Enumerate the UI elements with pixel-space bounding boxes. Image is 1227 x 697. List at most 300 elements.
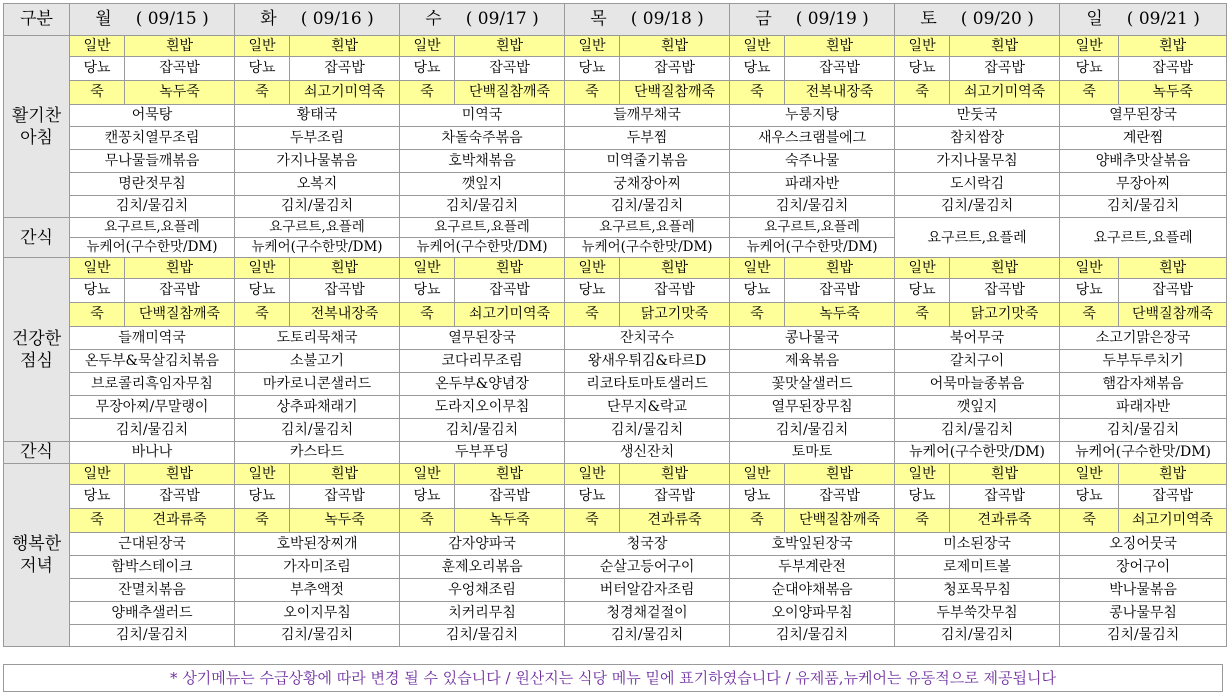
snack-item: 요구르트,요플레 [400,218,565,238]
porridge-label: 죽 [730,303,785,327]
day-header [730,4,895,36]
white-rice-label: 흰밥 [785,258,895,279]
menu-item: 오징어뭇국 [1060,533,1227,556]
porridge-item: 녹두죽 [125,81,235,105]
weekly-menu-table [3,3,1227,647]
porridge-label: 죽 [70,509,125,533]
menu-item: 갈치구이 [895,350,1060,373]
menu-item: 김치/물김치 [235,625,400,647]
menu-item: 두부계란전 [730,556,895,579]
menu-item: 미역줄기볶음 [565,150,730,173]
diabetic-label: 당뇨 [235,57,290,81]
porridge-item: 녹두죽 [290,509,400,533]
snack-item: 두부푸딩 [400,442,565,464]
menu-item: 소고기맑은장국 [1060,327,1227,350]
diabetic-label: 당뇨 [70,57,125,81]
porridge-label: 죽 [565,303,620,327]
menu-item: 두부조림 [235,127,400,150]
snack-item: 뉴케어(구수한맛/DM) [895,442,1060,464]
day-header [1060,4,1227,36]
general-label: 일반 [895,464,950,485]
menu-item: 북어무국 [895,327,1060,350]
general-label: 일반 [235,36,290,57]
snack-item: 생신잔치 [565,442,730,464]
general-label: 일반 [400,258,455,279]
porridge-label: 죽 [400,303,455,327]
menu-item: 훈제오리볶음 [400,556,565,579]
day-date: ( 09/16 ) [300,9,374,29]
menu-item: 부추액젓 [235,579,400,602]
menu-item: 소불고기 [235,350,400,373]
general-label: 일반 [1060,36,1119,57]
snack-item: 카스타드 [235,442,400,464]
menu-item: 열무된장국 [1060,105,1227,127]
menu-item: 김치/물김치 [70,625,235,647]
porridge-label: 죽 [1060,509,1119,533]
general-label: 일반 [1060,464,1119,485]
multigrain-label: 잡곡밥 [785,279,895,303]
menu-item: 상추파채래기 [235,396,400,419]
header-label: 구분 [4,4,70,36]
diabetic-label: 당뇨 [70,485,125,509]
day-name: 월 [95,9,112,29]
diabetic-label: 당뇨 [1060,279,1119,303]
diabetic-label: 당뇨 [565,485,620,509]
white-rice-label: 흰밥 [290,36,400,57]
snack-item: 뉴케어(구수한맛/DM) [400,238,565,258]
white-rice-label: 흰밥 [785,464,895,485]
porridge-item: 쇠고기미역죽 [1119,509,1227,533]
white-rice-label: 흰밥 [455,464,565,485]
snack-item: 바나나 [70,442,235,464]
menu-item: 두부찜 [565,127,730,150]
table-row [4,196,1227,218]
menu-item: 들깨무채국 [565,105,730,127]
menu-item: 온두부&묵살김치볶음 [70,350,235,373]
porridge-item: 단백질참깨죽 [620,81,730,105]
menu-item: 김치/물김치 [730,419,895,442]
menu-item: 제육볶음 [730,350,895,373]
porridge-label: 죽 [400,81,455,105]
menu-item: 감자양파국 [400,533,565,556]
general-label: 일반 [235,464,290,485]
menu-item: 무나물들깨볶음 [70,150,235,173]
menu-item: 브로콜리흑임자무침 [70,373,235,396]
general-label: 일반 [70,464,125,485]
white-rice-label: 흰밥 [620,464,730,485]
menu-item: 무장아찌 [1060,173,1227,196]
menu-item: 오이지무침 [235,602,400,625]
porridge-item: 견과류죽 [125,509,235,533]
menu-item: 꽃맛살샐러드 [730,373,895,396]
porridge-item: 전복내장죽 [290,303,400,327]
diabetic-label: 당뇨 [895,485,950,509]
diabetic-label: 당뇨 [70,279,125,303]
menu-item: 잔멸치볶음 [70,579,235,602]
multigrain-label: 잡곡밥 [125,485,235,509]
white-rice-label: 흰밥 [620,258,730,279]
porridge-item: 단백질참깨죽 [125,303,235,327]
general-label: 일반 [565,36,620,57]
porridge-item: 녹두죽 [1119,81,1227,105]
diabetic-label: 당뇨 [565,279,620,303]
diabetic-label: 당뇨 [400,279,455,303]
diabetic-label: 당뇨 [235,279,290,303]
menu-item: 청국장 [565,533,730,556]
snack-item: 뉴케어(구수한맛/DM) [565,238,730,258]
multigrain-label: 잡곡밥 [290,279,400,303]
multigrain-label: 잡곡밥 [455,57,565,81]
multigrain-label: 잡곡밥 [785,57,895,81]
day-date: ( 09/19 ) [795,9,869,29]
porridge-label: 죽 [730,509,785,533]
diabetic-label: 당뇨 [400,485,455,509]
table-row [4,36,1227,57]
multigrain-label: 잡곡밥 [455,279,565,303]
table-row [4,173,1227,196]
day-name: 토 [920,9,937,29]
menu-item: 청경채겉절이 [565,602,730,625]
menu-item: 김치/물김치 [235,419,400,442]
lunch-label: 건강한 점심 [4,258,70,442]
table-row [4,127,1227,150]
day-name: 금 [755,9,772,29]
day-header [235,4,400,36]
multigrain-label: 잡곡밥 [290,57,400,81]
menu-item: 햄감자채볶음 [1060,373,1227,396]
menu-item: 로제미트볼 [895,556,1060,579]
porridge-label: 죽 [565,81,620,105]
snack-item: 뉴케어(구수한맛/DM) [235,238,400,258]
dinner-label: 행복한 저녁 [4,464,70,647]
menu-item: 두부쑥갓무침 [895,602,1060,625]
menu-item: 가자미조림 [235,556,400,579]
multigrain-label: 잡곡밥 [1119,57,1227,81]
multigrain-label: 잡곡밥 [785,485,895,509]
porridge-item: 견과류죽 [620,509,730,533]
menu-item: 버터알감자조림 [565,579,730,602]
afternoon-snack-label: 간식 [4,442,70,464]
menu-item: 우엉채조림 [400,579,565,602]
porridge-item: 녹두죽 [785,303,895,327]
table-row [4,105,1227,127]
general-label: 일반 [895,36,950,57]
table-row [4,509,1227,533]
multigrain-label: 잡곡밥 [290,485,400,509]
menu-item: 김치/물김치 [1060,625,1227,647]
menu-item: 김치/물김치 [565,196,730,218]
menu-item: 미역국 [400,105,565,127]
menu-item: 가지나물볶음 [235,150,400,173]
table-row [4,442,1227,464]
table-row [4,464,1227,485]
menu-item: 새우스크램블에그 [730,127,895,150]
menu-item: 양배추맛살볶음 [1060,150,1227,173]
diabetic-label: 당뇨 [565,57,620,81]
snack-item: 뉴케어(구수한맛/DM) [1060,442,1227,464]
multigrain-label: 잡곡밥 [950,279,1060,303]
menu-item: 김치/물김치 [70,419,235,442]
diabetic-label: 당뇨 [1060,57,1119,81]
multigrain-label: 잡곡밥 [125,57,235,81]
day-date: ( 09/18 ) [630,9,704,29]
snack-item: 요구르트,요플레 [730,218,895,238]
menu-item: 김치/물김치 [730,625,895,647]
menu-item: 순대야채볶음 [730,579,895,602]
menu-item: 김치/물김치 [235,196,400,218]
porridge-item: 단백질참깨죽 [1119,303,1227,327]
day-name: 수 [425,9,442,29]
diabetic-label: 당뇨 [730,57,785,81]
table-row [4,279,1227,303]
menu-item: 도라지오이무침 [400,396,565,419]
menu-item: 김치/물김치 [1060,196,1227,218]
porridge-label: 죽 [895,509,950,533]
table-row [4,602,1227,625]
menu-item: 김치/물김치 [400,625,565,647]
menu-item: 온두부&양념장 [400,373,565,396]
menu-item: 도시락김 [895,173,1060,196]
day-header [70,4,235,36]
menu-item: 장어구이 [1060,556,1227,579]
multigrain-label: 잡곡밥 [950,485,1060,509]
snack-item: 요구르트,요플레 [565,218,730,238]
menu-item: 명란젓무침 [70,173,235,196]
menu-item: 코다리무조림 [400,350,565,373]
menu-item: 파래자반 [1060,396,1227,419]
day-name: 일 [1086,9,1103,29]
menu-item: 무장아찌/무말랭이 [70,396,235,419]
menu-item: 차돌숙주볶음 [400,127,565,150]
porridge-item: 녹두죽 [455,509,565,533]
day-date: ( 09/15 ) [135,9,209,29]
menu-item: 호박채볶음 [400,150,565,173]
porridge-item: 닭고기맛죽 [950,303,1060,327]
white-rice-label: 흰밥 [620,36,730,57]
table-row [4,485,1227,509]
menu-item: 깻잎지 [895,396,1060,419]
multigrain-label: 잡곡밥 [620,57,730,81]
menu-item: 김치/물김치 [1060,419,1227,442]
snack-item: 토마토 [730,442,895,464]
breakfast-label: 활기찬 아침 [4,36,70,218]
white-rice-label: 흰밥 [950,36,1060,57]
white-rice-label: 흰밥 [1119,258,1227,279]
menu-item: 김치/물김치 [895,196,1060,218]
porridge-label: 죽 [565,509,620,533]
porridge-item: 쇠고기미역죽 [290,81,400,105]
porridge-label: 죽 [70,81,125,105]
general-label: 일반 [70,36,125,57]
menu-item: 잔치국수 [565,327,730,350]
porridge-label: 죽 [730,81,785,105]
day-header [895,4,1060,36]
table-row [4,150,1227,173]
menu-item: 열무된장국 [400,327,565,350]
menu-item: 어묵마늘종볶음 [895,373,1060,396]
porridge-item: 단백질참깨죽 [785,509,895,533]
white-rice-label: 흰밥 [125,36,235,57]
porridge-label: 죽 [895,81,950,105]
multigrain-label: 잡곡밥 [1119,485,1227,509]
porridge-label: 죽 [70,303,125,327]
menu-item: 리코타토마토샐러드 [565,373,730,396]
white-rice-label: 흰밥 [785,36,895,57]
porridge-label: 죽 [235,509,290,533]
porridge-item: 전복내장죽 [785,81,895,105]
snack-item: 뉴케어(구수한맛/DM) [70,238,235,258]
menu-item: 열무된장무침 [730,396,895,419]
multigrain-label: 잡곡밥 [950,57,1060,81]
table-row [4,258,1227,279]
snack-item: 뉴케어(구수한맛/DM) [730,238,895,258]
table-row [4,373,1227,396]
white-rice-label: 흰밥 [1119,36,1227,57]
menu-item: 왕새우튀김&타르D [565,350,730,373]
porridge-label: 죽 [1060,81,1119,105]
notice-text: * 상기메뉴는 수급상황에 따라 변경 될 수 있습니다 / 원산지는 식당 메뉴 밑에 표기하였습니다 / 유제품,뉴케어는 유동적으로 제공됩니다 [3,664,1223,692]
white-rice-label: 흰밥 [125,258,235,279]
menu-item: 김치/물김치 [730,196,895,218]
white-rice-label: 흰밥 [1119,464,1227,485]
menu-item: 어묵탕 [70,105,235,127]
menu-item: 만둣국 [895,105,1060,127]
menu-item: 청포묵무침 [895,579,1060,602]
snack-item: 요구르트,요플레 [895,218,1060,258]
menu-item: 김치/물김치 [400,196,565,218]
general-label: 일반 [730,36,785,57]
general-label: 일반 [70,258,125,279]
menu-item: 참치쌈장 [895,127,1060,150]
porridge-item: 단백질참깨죽 [455,81,565,105]
day-date: ( 09/21 ) [1126,9,1200,29]
table-row [4,556,1227,579]
morning-snack-label: 간식 [4,218,70,258]
menu-item: 궁채장아찌 [565,173,730,196]
multigrain-label: 잡곡밥 [125,279,235,303]
menu-item: 호박잎된장국 [730,533,895,556]
menu-item: 가지나물무침 [895,150,1060,173]
table-row [4,81,1227,105]
menu-item: 황태국 [235,105,400,127]
white-rice-label: 흰밥 [455,36,565,57]
menu-item: 깻잎지 [400,173,565,196]
multigrain-label: 잡곡밥 [620,485,730,509]
table-row [4,625,1227,647]
table-row [4,579,1227,602]
table-row [4,57,1227,81]
general-label: 일반 [730,258,785,279]
white-rice-label: 흰밥 [950,258,1060,279]
snack-item: 요구르트,요플레 [1060,218,1227,258]
porridge-item: 쇠고기미역죽 [455,303,565,327]
porridge-label: 죽 [895,303,950,327]
menu-item: 미소된장국 [895,533,1060,556]
multigrain-label: 잡곡밥 [1119,279,1227,303]
diabetic-label: 당뇨 [235,485,290,509]
menu-item: 두부두루치기 [1060,350,1227,373]
day-date: ( 09/17 ) [465,9,539,29]
white-rice-label: 흰밥 [290,258,400,279]
menu-item: 양배추샐러드 [70,602,235,625]
menu-item: 치커리무침 [400,602,565,625]
menu-item: 근대된장국 [70,533,235,556]
diabetic-label: 당뇨 [895,57,950,81]
menu-item: 누룽지탕 [730,105,895,127]
menu-item: 콩나물국 [730,327,895,350]
menu-item: 김치/물김치 [895,625,1060,647]
day-header [400,4,565,36]
menu-item: 캔꽁치열무조림 [70,127,235,150]
white-rice-label: 흰밥 [950,464,1060,485]
table-row [4,350,1227,373]
diabetic-label: 당뇨 [730,279,785,303]
general-label: 일반 [400,36,455,57]
day-name: 화 [260,9,277,29]
diabetic-label: 당뇨 [400,57,455,81]
porridge-item: 닭고기맛죽 [620,303,730,327]
general-label: 일반 [1060,258,1119,279]
menu-item: 김치/물김치 [565,419,730,442]
general-label: 일반 [730,464,785,485]
menu-item: 호박된장찌개 [235,533,400,556]
white-rice-label: 흰밥 [455,258,565,279]
menu-item: 계란찜 [1060,127,1227,150]
menu-item: 파래자반 [730,173,895,196]
menu-item: 콩나물무침 [1060,602,1227,625]
general-label: 일반 [565,258,620,279]
menu-item: 함박스테이크 [70,556,235,579]
menu-item: 김치/물김치 [565,625,730,647]
multigrain-label: 잡곡밥 [455,485,565,509]
menu-item: 도토리묵채국 [235,327,400,350]
porridge-label: 죽 [1060,303,1119,327]
day-header [565,4,730,36]
menu-item: 숙주나물 [730,150,895,173]
white-rice-label: 흰밥 [125,464,235,485]
diabetic-label: 당뇨 [730,485,785,509]
table-row [4,303,1227,327]
porridge-label: 죽 [235,81,290,105]
table-row [4,4,1227,36]
menu-item: 단무지&락교 [565,396,730,419]
general-label: 일반 [895,258,950,279]
day-date: ( 09/20 ) [960,9,1034,29]
porridge-item: 쇠고기미역죽 [950,81,1060,105]
diabetic-label: 당뇨 [895,279,950,303]
snack-item: 요구르트,요플레 [70,218,235,238]
snack-item: 요구르트,요플레 [235,218,400,238]
menu-item: 김치/물김치 [400,419,565,442]
white-rice-label: 흰밥 [290,464,400,485]
general-label: 일반 [565,464,620,485]
general-label: 일반 [400,464,455,485]
menu-item: 순살고등어구이 [565,556,730,579]
table-row [4,419,1227,442]
general-label: 일반 [235,258,290,279]
day-name: 목 [590,9,607,29]
porridge-item: 견과류죽 [950,509,1060,533]
menu-item: 오이양파무침 [730,602,895,625]
table-row [4,396,1227,419]
porridge-label: 죽 [235,303,290,327]
multigrain-label: 잡곡밥 [620,279,730,303]
table-row [4,327,1227,350]
menu-item: 오복지 [235,173,400,196]
menu-item: 박나물볶음 [1060,579,1227,602]
menu-item: 김치/물김치 [70,196,235,218]
menu-item: 마카로니콘샐러드 [235,373,400,396]
